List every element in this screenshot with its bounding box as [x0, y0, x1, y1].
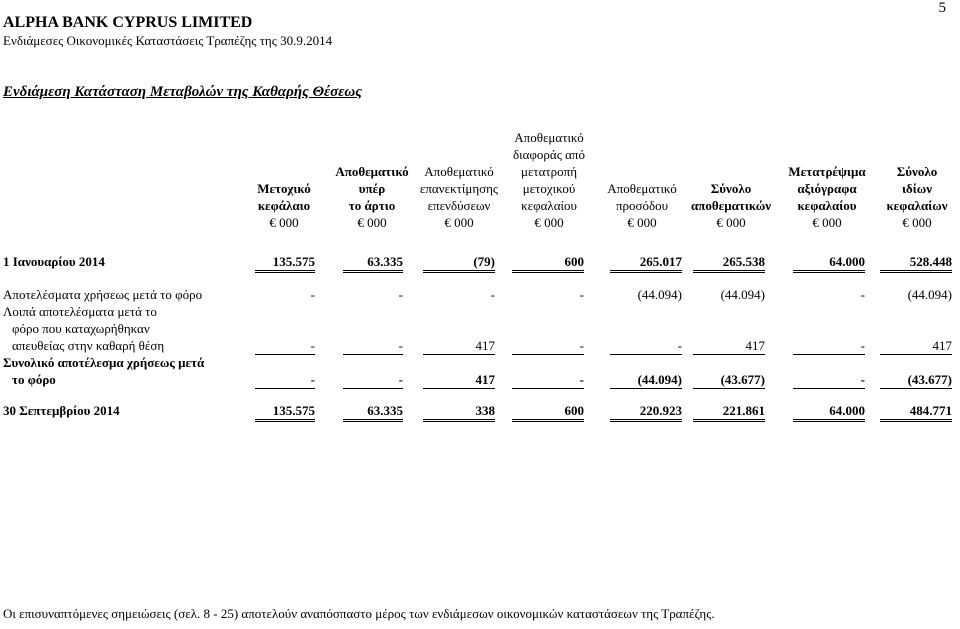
row-2-value: - — [310, 287, 315, 302]
row-label-line: Λοιπά αποτελέσματα μετά το — [3, 304, 157, 319]
footer-note: Οι επισυναπτόμενες σημειώσεις (σελ. 8 - 25) αποτελούν αναπόσπαστο μέρος των ενδιάμεσων οικονομικών καταστάσεων της Τραπέζης. — [3, 606, 715, 621]
row-5-value: 63.335 — [343, 402, 403, 422]
row-label-5 — [3, 402, 120, 419]
row-label-line: φόρο που καταχωρήθηκαν — [12, 321, 150, 336]
column-header-line: Αποθεματικό — [424, 164, 494, 179]
row-3-value: 417 — [693, 337, 765, 355]
row-label-line: Συνολικό αποτέλεσμα χρήσεως μετά — [3, 355, 205, 370]
row-4-value: (43.677) — [693, 371, 765, 389]
row-label-line: το φόρο — [12, 372, 56, 387]
column-header-line: ιδίων — [901, 181, 933, 196]
column-header-line: επανεκτίμησης — [419, 181, 499, 196]
row-5-value: 221.861 — [693, 402, 765, 422]
column-header-line: κεφάλαιο — [257, 198, 311, 213]
page-number: 5 — [938, 0, 946, 16]
column-header-line: Μετατρέψιμα — [788, 164, 866, 179]
column-unit: € 000 — [627, 215, 657, 230]
row-3-value: - — [255, 337, 315, 355]
row-label-line: 30 Σεπτεμβρίου 2014 — [3, 403, 120, 418]
row-2-value: - — [860, 287, 865, 302]
row-3-value: - — [610, 337, 682, 355]
row-5-value: 135.575 — [255, 402, 315, 422]
column-unit: € 000 — [269, 215, 299, 230]
row-1-value: 265.538 — [693, 253, 765, 273]
column-header-8 — [847, 163, 960, 231]
row-2-value: (44.094) — [907, 287, 952, 302]
row-4-value: (44.094) — [610, 371, 682, 389]
row-1-value: 135.575 — [255, 253, 315, 273]
column-header-line: προσόδου — [615, 198, 669, 213]
row-2-value: (44.094) — [720, 287, 765, 302]
company-name: ALPHA BANK CYPRUS LIMITED — [3, 14, 253, 31]
column-header-line: μετατροπή — [520, 164, 578, 179]
row-5-value: 64.000 — [793, 402, 865, 422]
row-4-value: - — [255, 371, 315, 389]
row-1-value: (79) — [423, 253, 495, 273]
row-1-value: 600 — [512, 253, 584, 273]
column-header-line: επενδύσεων — [427, 198, 491, 213]
column-header-line: κεφαλαίων — [886, 198, 948, 213]
column-header-line: το άρτιο — [348, 198, 396, 213]
column-header-line: κεφαλαίου — [797, 198, 857, 213]
column-header-line: Σύνολο — [896, 164, 938, 179]
row-3-value: - — [343, 337, 403, 355]
column-header-line: Αποθεματικό — [607, 181, 677, 196]
row-5-value: 220.923 — [610, 402, 682, 422]
column-header-line: Μετοχικό — [257, 181, 311, 196]
column-unit: € 000 — [716, 215, 746, 230]
column-unit: € 000 — [812, 215, 842, 230]
row-4-value: - — [512, 371, 584, 389]
column-unit: € 000 — [357, 215, 387, 230]
column-header-line: Αποθεματικό — [335, 164, 409, 179]
row-4-value: 417 — [423, 371, 495, 389]
row-label-line: Αποτελέσματα χρήσεως μετά το φόρο — [3, 287, 203, 302]
row-label-4 — [3, 354, 204, 388]
row-1-value: 63.335 — [343, 253, 403, 273]
row-3-value: 417 — [880, 337, 952, 355]
column-unit: € 000 — [534, 215, 564, 230]
statement-title: Ενδιάμεση Κατάσταση Μεταβολών της Καθαρής Θέσεως — [3, 84, 362, 100]
row-5-value: 338 — [423, 402, 495, 422]
row-2-value: - — [579, 287, 584, 302]
row-label-3 — [3, 303, 164, 354]
column-header-line: Αποθεματικό — [514, 130, 584, 145]
row-2-value: - — [490, 287, 495, 302]
row-label-line: 1 Ιανουαρίου 2014 — [3, 254, 105, 269]
column-unit: € 000 — [902, 215, 932, 230]
row-3-value: - — [512, 337, 584, 355]
row-3-value: 417 — [423, 337, 495, 355]
row-5-value: 484.771 — [880, 402, 952, 422]
row-5-value: 600 — [512, 402, 584, 422]
column-header-line: διαφοράς από — [512, 147, 585, 162]
row-4-value: (43.677) — [880, 371, 952, 389]
row-2-value: (44.094) — [637, 287, 682, 302]
row-label-line: απευθείας στην καθαρή θέση — [12, 338, 165, 353]
column-header-line: κεφαλαίου — [521, 198, 577, 213]
row-3-value: - — [793, 337, 865, 355]
row-label-1 — [3, 253, 105, 270]
column-header-line: αξιόγραφα — [797, 181, 857, 196]
column-header-line: Σύνολο — [710, 181, 752, 196]
row-label-2 — [3, 286, 202, 303]
column-header-line: μετοχικού — [522, 181, 576, 196]
row-1-value: 528.448 — [880, 253, 952, 273]
column-header-line: αποθεματικών — [690, 198, 772, 213]
row-4-value: - — [793, 371, 865, 389]
column-unit: € 000 — [444, 215, 474, 230]
row-2-value: - — [398, 287, 403, 302]
row-1-value: 64.000 — [793, 253, 865, 273]
document-subtitle: Ενδιάμεσες Οικονομικές Καταστάσεις Τραπέζης της 30.9.2014 — [3, 33, 333, 48]
column-header-line: υπέρ — [358, 181, 386, 196]
row-1-value: 265.017 — [610, 253, 682, 273]
row-4-value: - — [343, 371, 403, 389]
